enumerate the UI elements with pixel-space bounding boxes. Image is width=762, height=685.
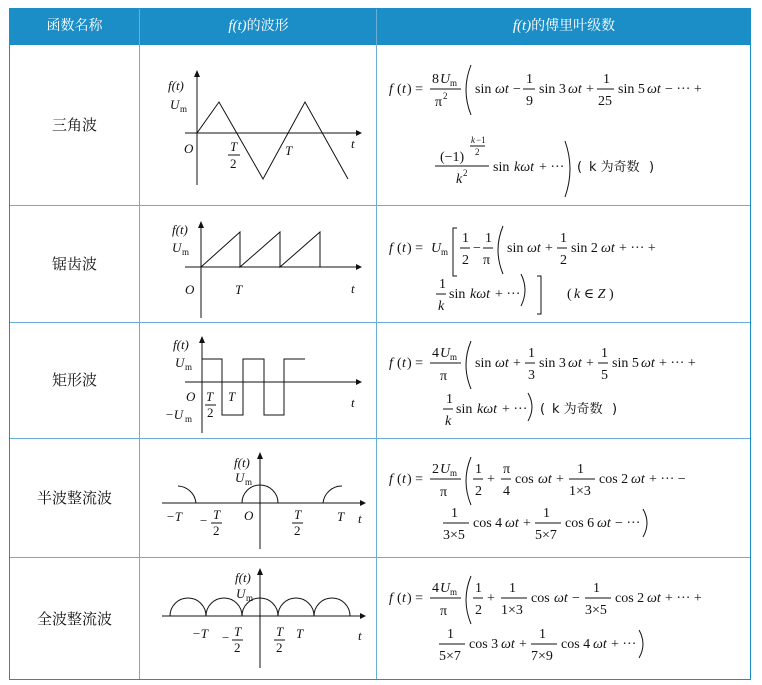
svg-text:ωt: ωt [495, 356, 509, 371]
neg-half-den: 2 [234, 640, 241, 655]
svg-text:ωt: ωt [554, 591, 568, 606]
svg-text:+: + [556, 472, 564, 487]
origin-label: O [186, 389, 196, 404]
x-label: t [358, 511, 362, 526]
svg-text:U: U [440, 346, 451, 361]
svg-text:+ ···: + ··· [502, 402, 528, 417]
triangle-wave-graph [140, 45, 377, 205]
neg-amp-sub: m [185, 414, 193, 424]
svg-text:U: U [440, 72, 451, 87]
svg-text:sin: sin [475, 356, 492, 371]
svg-text:m: m [450, 587, 458, 597]
svg-text:+: + [545, 241, 553, 256]
svg-text:cos 2: cos 2 [615, 591, 645, 606]
svg-text:+: + [586, 356, 594, 371]
svg-text:sin: sin [475, 82, 492, 97]
period-label: T [235, 282, 243, 297]
svg-text:kωt: kωt [470, 287, 490, 302]
period-label: T [296, 626, 304, 641]
x-arrow-icon [356, 264, 362, 270]
svg-text:2: 2 [462, 253, 469, 268]
svg-text:ωt: ωt [568, 82, 582, 97]
svg-text:1: 1 [451, 506, 458, 521]
svg-text:k: k [438, 299, 445, 314]
svg-text:f: f [389, 591, 393, 606]
full-wave-formula [377, 558, 751, 680]
svg-text:ωt: ωt [593, 637, 607, 652]
origin-label: O [184, 141, 194, 156]
svg-text:) =: ) = [407, 356, 424, 371]
sawtooth-formula [377, 206, 751, 322]
x-label: t [351, 281, 355, 296]
header-fourier-series: f(t)的傅里叶级数 [512, 18, 616, 34]
y-arrow-icon [257, 452, 263, 459]
svg-text:+ ···: + ··· [539, 160, 565, 175]
row-name-triangle: 三角波 [51, 116, 97, 134]
svg-text:cos: cos [531, 591, 550, 606]
amp-label: U [175, 355, 185, 370]
neg-half-label: T [234, 624, 242, 639]
svg-text:(: ( [577, 160, 583, 175]
svg-text:(: ( [567, 287, 572, 302]
full-wave-rectified-graph [140, 558, 377, 680]
neg-half-sign: − [200, 513, 208, 528]
y-label: f(t) [234, 455, 250, 470]
svg-text:ωt: ωt [647, 82, 661, 97]
half-den: 2 [294, 523, 301, 538]
half-den: 2 [276, 640, 283, 655]
svg-text:): ) [612, 402, 618, 417]
svg-text:ωt: ωt [601, 241, 615, 256]
svg-text:sin: sin [449, 287, 466, 302]
svg-text:cos: cos [515, 472, 534, 487]
svg-text:kωt: kωt [477, 402, 497, 417]
svg-text:− ···: − ··· [615, 516, 641, 531]
svg-text:8: 8 [432, 72, 439, 87]
svg-text:1×3: 1×3 [569, 484, 591, 499]
svg-text:sin: sin [493, 160, 510, 175]
svg-text:ωt: ωt [505, 516, 519, 531]
header-waveform: f(t)的波形 [228, 18, 289, 34]
formula-note: k ∈ Z [574, 287, 606, 302]
svg-text:U: U [440, 462, 451, 477]
svg-text:m: m [450, 78, 458, 88]
amp-label: U [235, 470, 245, 485]
svg-text:7×9: 7×9 [531, 649, 553, 664]
y-arrow-icon [198, 221, 204, 228]
svg-text:1: 1 [577, 462, 584, 477]
svg-text:4: 4 [432, 581, 439, 596]
svg-text:ωt: ωt [647, 591, 661, 606]
origin-label: O [244, 508, 254, 523]
svg-text:sin 3: sin 3 [539, 82, 566, 97]
svg-text:1: 1 [528, 346, 535, 361]
svg-text:t: t [402, 356, 406, 371]
svg-text:ωt: ωt [568, 356, 582, 371]
svg-text:cos 6: cos 6 [565, 516, 595, 531]
svg-text:) =: ) = [407, 82, 424, 97]
svg-text:1: 1 [593, 581, 600, 596]
formula-note: k 为奇数 [552, 402, 603, 417]
svg-text:+ ···: + ··· [611, 637, 637, 652]
svg-text:(: ( [540, 402, 546, 417]
svg-text:t: t [402, 241, 406, 256]
triangle-formula [377, 45, 751, 205]
period-label: T [285, 143, 293, 158]
svg-text:+ ··· +: + ··· + [619, 241, 656, 256]
svg-text:2: 2 [475, 147, 480, 157]
svg-text:1: 1 [560, 231, 567, 246]
svg-text:f: f [389, 241, 393, 256]
half-period-label: T [230, 139, 238, 154]
svg-text:5×7: 5×7 [439, 649, 461, 664]
amp-sub: m [246, 593, 254, 603]
svg-text:1: 1 [543, 506, 550, 521]
svg-text:−1: −1 [476, 135, 486, 145]
y-label: f(t) [168, 78, 184, 93]
rectangular-formula [377, 323, 751, 438]
svg-text:ωt: ωt [527, 241, 541, 256]
svg-text:sin: sin [507, 241, 524, 256]
svg-text:sin 5: sin 5 [612, 356, 639, 371]
svg-text:+ ··· +: + ··· + [659, 356, 696, 371]
svg-text:−: − [513, 82, 521, 97]
svg-text:3×5: 3×5 [585, 603, 607, 618]
svg-text:1: 1 [447, 627, 454, 642]
y-label: f(t) [172, 222, 188, 237]
svg-text:cos 4: cos 4 [561, 637, 591, 652]
svg-text:) =: ) = [407, 472, 424, 487]
svg-text:ωt: ωt [538, 472, 552, 487]
y-arrow-icon [199, 336, 205, 343]
svg-text:3: 3 [528, 368, 535, 383]
neg-amp-label: −U [165, 407, 184, 422]
amp-sub: m [185, 362, 193, 372]
svg-text:k: k [456, 172, 463, 187]
half-period-label: T [206, 389, 214, 404]
svg-text:2: 2 [432, 462, 439, 477]
neg-period-label: −T [192, 626, 209, 641]
svg-text:+ ··· −: + ··· − [649, 472, 686, 487]
half-den: 2 [207, 405, 214, 420]
y-label: f(t) [235, 570, 251, 585]
svg-text:): ) [649, 160, 655, 175]
svg-text:(: ( [397, 472, 402, 487]
amp-sub: m [182, 247, 190, 257]
svg-text:m: m [450, 468, 458, 478]
svg-text:+: + [487, 472, 495, 487]
x-arrow-icon [356, 130, 362, 136]
svg-text:): ) [609, 287, 614, 302]
svg-text:π: π [440, 485, 448, 500]
sawtooth-wave-graph [140, 206, 377, 322]
svg-text:+: + [523, 516, 531, 531]
svg-text:) =: ) = [407, 591, 424, 606]
header-function-name: 函数名称 [46, 18, 103, 34]
svg-text:+: + [487, 591, 495, 606]
formula-note: k 为奇数 [589, 160, 640, 175]
svg-text:4: 4 [432, 346, 439, 361]
svg-text:ωt: ωt [501, 637, 515, 652]
amp-label: U [236, 586, 246, 601]
svg-text:+: + [513, 356, 521, 371]
svg-text:π: π [503, 462, 511, 477]
svg-text:ωt: ωt [631, 472, 645, 487]
svg-text:3×5: 3×5 [443, 528, 465, 543]
svg-text:t: t [402, 472, 406, 487]
svg-text:cos 2: cos 2 [599, 472, 629, 487]
svg-text:sin: sin [456, 402, 473, 417]
half-label: T [294, 507, 302, 522]
svg-text:+ ··· +: + ··· + [665, 591, 702, 606]
svg-text:π: π [440, 604, 448, 619]
fourier-series-table [9, 8, 751, 680]
svg-text:m: m [441, 247, 449, 257]
svg-text:kωt: kωt [514, 160, 534, 175]
svg-text:m: m [450, 352, 458, 362]
triangle-wave-curve [197, 102, 348, 179]
neg-half-den: 2 [213, 523, 220, 538]
x-label: t [358, 628, 362, 643]
row-name-rectangular: 矩形波 [51, 371, 97, 389]
svg-text:−: − [473, 241, 481, 256]
svg-text:π: π [435, 95, 443, 110]
svg-text:1: 1 [439, 277, 446, 292]
svg-text:4: 4 [503, 484, 510, 499]
y-arrow-icon [257, 568, 263, 575]
svg-text:25: 25 [598, 94, 612, 109]
svg-text:1: 1 [526, 72, 533, 87]
svg-text:1: 1 [475, 462, 482, 477]
svg-text:k: k [471, 135, 475, 145]
svg-text:ωt: ωt [495, 82, 509, 97]
svg-text:U: U [440, 581, 451, 596]
svg-text:5×7: 5×7 [535, 528, 557, 543]
svg-text:) =: ) = [407, 241, 424, 256]
svg-text:−: − [572, 591, 580, 606]
svg-text:f: f [389, 82, 393, 97]
neg-period-label: −T [166, 509, 183, 524]
svg-text:ωt: ωt [641, 356, 655, 371]
svg-text:2: 2 [560, 253, 567, 268]
row-name-sawtooth: 锯齿波 [51, 255, 97, 273]
svg-text:sin 2: sin 2 [571, 241, 598, 256]
amp-sub: m [245, 477, 253, 487]
svg-text:+: + [519, 637, 527, 652]
svg-text:(: ( [397, 356, 402, 371]
half-label: T [276, 624, 284, 639]
svg-text:sin 5: sin 5 [618, 82, 645, 97]
neg-half-label: T [213, 507, 221, 522]
amp-label: U [170, 97, 180, 112]
x-label: t [351, 395, 355, 410]
x-label: t [351, 136, 355, 151]
half-wave-rectified-graph [140, 439, 377, 557]
svg-text:sin 3: sin 3 [539, 356, 566, 371]
amp-label: U [172, 240, 182, 255]
amp-sub: m [180, 104, 188, 114]
svg-text:f: f [389, 356, 393, 371]
half-wave-formula [377, 439, 751, 557]
svg-text:− ··· +: − ··· + [665, 82, 702, 97]
svg-text:1×3: 1×3 [501, 603, 523, 618]
svg-text:f: f [389, 472, 393, 487]
svg-text:t: t [402, 82, 406, 97]
svg-text:1: 1 [601, 346, 608, 361]
svg-text:U: U [431, 241, 442, 256]
row-name-half-wave: 半波整流波 [36, 489, 112, 507]
svg-text:1: 1 [603, 72, 610, 87]
period-label: T [228, 389, 236, 404]
row-name-full-wave: 全波整流波 [36, 610, 112, 628]
svg-text:5: 5 [601, 368, 608, 383]
svg-text:(−1): (−1) [440, 150, 465, 165]
svg-text:1: 1 [485, 231, 492, 246]
half-den: 2 [230, 156, 237, 171]
svg-text:1: 1 [539, 627, 546, 642]
svg-text:2: 2 [443, 91, 448, 101]
svg-text:2: 2 [463, 168, 468, 178]
svg-text:(: ( [397, 591, 402, 606]
svg-text:k: k [445, 414, 452, 429]
svg-text:1: 1 [509, 581, 516, 596]
svg-text:+: + [586, 82, 594, 97]
rectangular-wave-graph [140, 323, 377, 438]
svg-text:(: ( [397, 241, 402, 256]
svg-text:π: π [483, 253, 491, 268]
svg-text:ωt: ωt [597, 516, 611, 531]
neg-half-sign: − [222, 630, 230, 645]
svg-text:+ ···: + ··· [495, 287, 521, 302]
x-arrow-icon [356, 379, 362, 385]
x-arrow-icon [360, 500, 366, 506]
svg-text:1: 1 [475, 581, 482, 596]
svg-text:cos 4: cos 4 [473, 516, 503, 531]
svg-text:2: 2 [475, 603, 482, 618]
period-label: T [337, 509, 345, 524]
origin-label: O [185, 282, 195, 297]
x-arrow-icon [360, 613, 366, 619]
svg-text:π: π [440, 369, 448, 384]
svg-text:cos 3: cos 3 [469, 637, 499, 652]
svg-text:t: t [402, 591, 406, 606]
svg-text:(: ( [397, 82, 402, 97]
svg-text:2: 2 [475, 484, 482, 499]
y-label: f(t) [173, 337, 189, 352]
svg-text:1: 1 [462, 231, 469, 246]
svg-text:1: 1 [446, 392, 453, 407]
y-arrow-icon [194, 70, 200, 77]
svg-text:9: 9 [526, 94, 533, 109]
